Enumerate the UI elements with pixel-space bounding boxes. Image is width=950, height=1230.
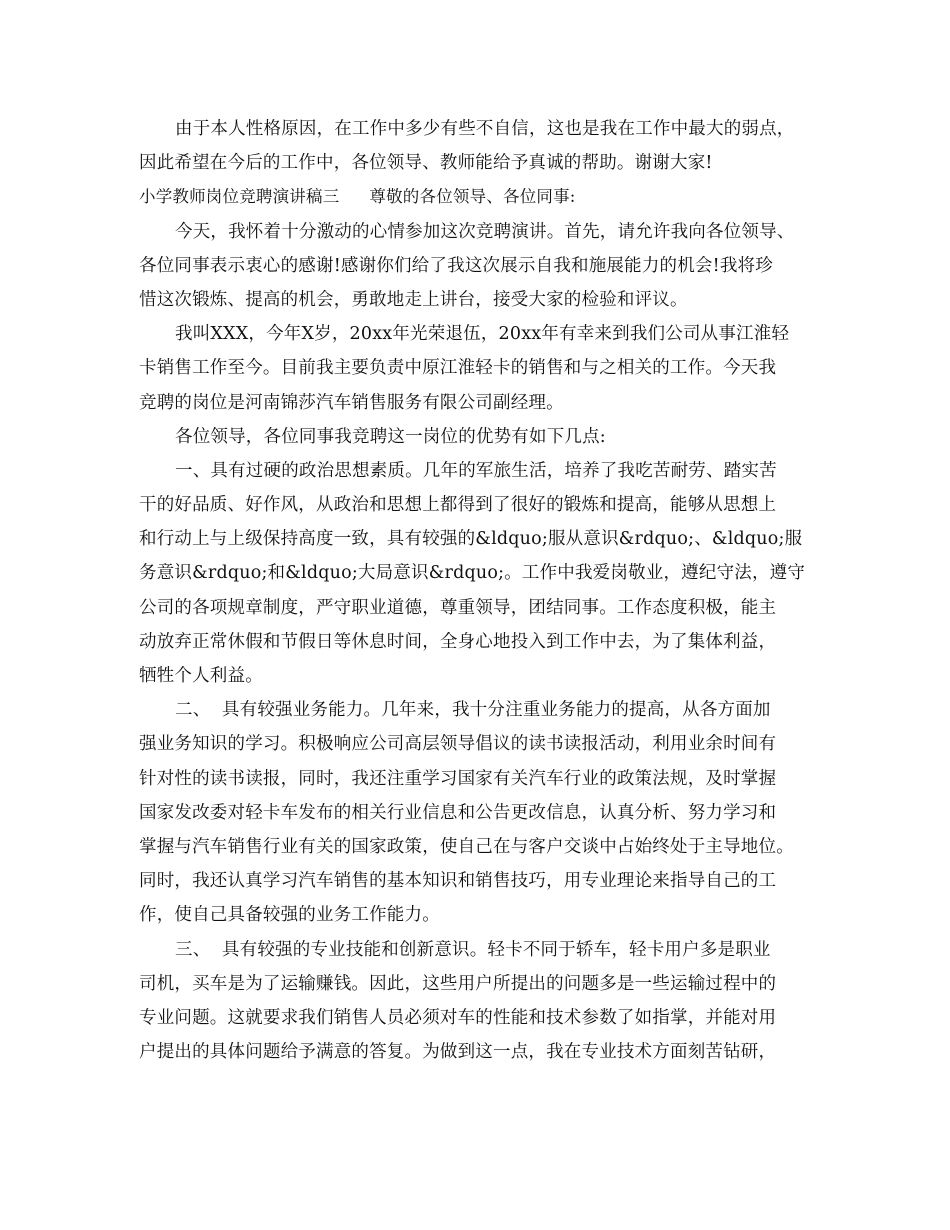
text-line: 今天，我怀着十分激动的心情参加这次竞聘演讲。首先，请允许我向各位领导、	[175, 221, 795, 242]
paragraph-point-three	[139, 933, 819, 1070]
text-line: 作，使自己具备较强的业务工作能力。	[139, 905, 440, 926]
text-line: 一、具有过硬的政治思想素质。几年的军旅生活，培养了我吃苦耐劳、踏实苦	[175, 460, 777, 481]
speech-title: 小学教师岗位竞聘演讲稿三	[139, 187, 340, 207]
text-line: 专业问题。这就要求我们销售人员必须对车的性能和技术参数了如指掌，并能对用	[139, 1007, 777, 1028]
text-line: 务意识&rdquo;和&ldquo;大局意识&rdquo;。工作中我爱岗敬业，遵纪守法，遵守	[139, 563, 806, 584]
paragraph-point-two	[139, 693, 819, 932]
text-line: 因此希望在今后的工作中，各位领导、教师能给予真诚的帮助。谢谢大家!	[139, 153, 713, 174]
text-line: 强业务知识的学习。积极响应公司高层领导倡议的读书读报活动，利用业余时间有	[139, 734, 777, 755]
speech-heading	[139, 180, 819, 214]
text-line: 各位领导，各位同事我竞聘这一岗位的优势有如下几点:	[175, 426, 606, 447]
text-line: 和行动上与上级保持高度一致，具有较强的&ldquo;服从意识&rdquo;、&ldquo;服	[139, 529, 803, 550]
document-page	[139, 112, 819, 1069]
text-line: 卡销售工作至今。目前我主要负责中原江淮轻卡的销售和与之相关的工作。今天我	[139, 358, 777, 379]
text-line: 掌握与汽车销售行业有关的国家政策，使自己在与客户交谈中占始终处于主导地位。	[139, 836, 794, 857]
text-line: 司机，买车是为了运输赚钱。因此，这些用户所提出的问题多是一些运输过程中的	[139, 973, 777, 994]
paragraph-closing	[139, 112, 819, 180]
text-line: 我叫XXX，今年X岁，20xx年光荣退伍，20xx年有幸来到我们公司从事江淮轻	[175, 324, 790, 345]
paragraph-point-one	[139, 454, 819, 693]
text-line: 动放弃正常休假和节假日等休息时间，全身心地投入到工作中去，为了集体利益，	[139, 631, 777, 652]
text-line: 二、 具有较强业务能力。几年来，我十分注重业务能力的提高，从各方面加	[175, 700, 771, 721]
text-line: 针对性的读书读报，同时，我还注重学习国家有关汽车行业的政策法规，及时掌握	[139, 768, 777, 789]
speech-salutation: 尊敬的各位领导、各位同事:	[369, 187, 576, 207]
text-line: 公司的各项规章制度，严守职业道德，尊重领导，团结同事。工作态度积极，能主	[139, 597, 777, 618]
text-line: 同时，我还认真学习汽车销售的基本知识和销售技巧，用专业理论来指导自己的工	[139, 871, 777, 892]
text-line: 各位同事表示衷心的感谢!感谢你们给了我这次展示自我和施展能力的机会!我将珍	[139, 255, 773, 276]
paragraph-opening	[139, 215, 819, 318]
text-line: 竞聘的岗位是河南锦莎汽车销售服务有限公司副经理。	[139, 392, 564, 413]
text-line: 三、 具有较强的专业技能和创新意识。轻卡不同于轿车，轻卡用户多是职业	[175, 939, 771, 960]
paragraph-advantages-intro	[139, 420, 819, 454]
text-line: 牺牲个人利益。	[139, 666, 263, 686]
text-line: 国家发改委对轻卡车发布的相关行业信息和公告更改信息，认真分析、努力学习和	[139, 802, 777, 823]
text-line: 由于本人性格原因，在工作中多少有些不自信，这也是我在工作中最大的弱点，	[175, 119, 795, 139]
paragraph-introduction	[139, 317, 819, 420]
text-line: 干的好品质、好作风，从政治和思想上都得到了很好的锻炼和提高，能够从思想上	[139, 495, 777, 516]
text-line: 户提出的具体问题给予满意的答复。为做到这一点，我在专业技术方面刻苦钻研，	[139, 1042, 777, 1063]
text-line: 惜这次锻炼、提高的机会，勇敢地走上讲台，接受大家的检验和评议。	[139, 289, 688, 310]
